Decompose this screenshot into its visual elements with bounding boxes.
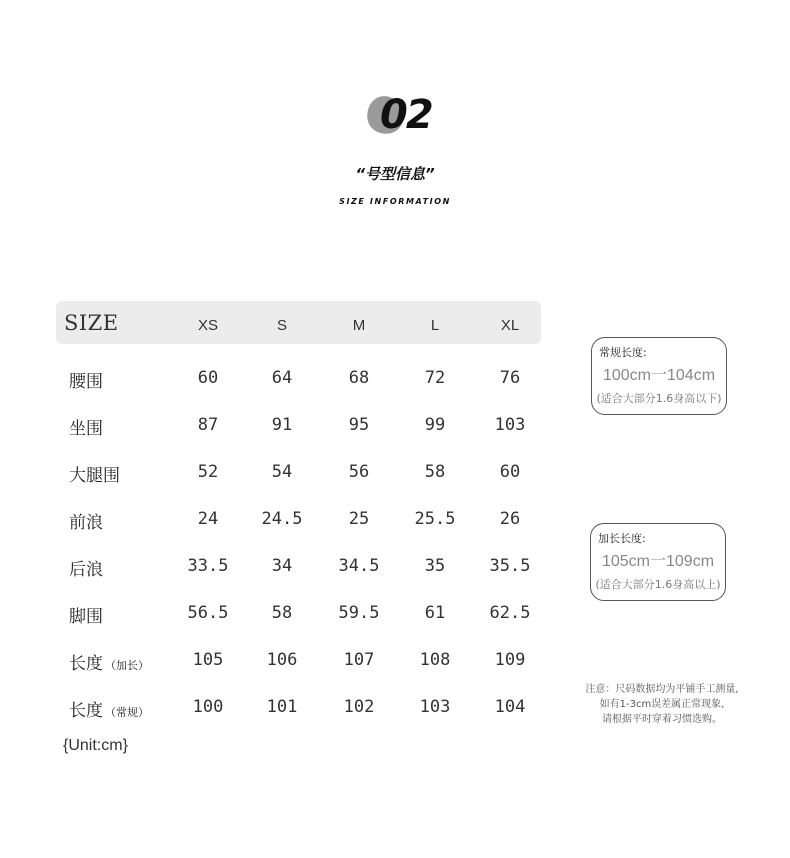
column-header-l: L	[430, 317, 440, 334]
column-header-xl: XL	[500, 317, 520, 334]
table-cell: 24	[197, 509, 219, 529]
table-cell: 33.5	[187, 556, 229, 576]
row-label-text: 长度	[69, 701, 103, 721]
table-cell: 34.5	[338, 556, 380, 576]
table-cell: 26	[499, 509, 521, 529]
regular-length-fit: (适合大部分1.6身高以下)	[596, 392, 722, 405]
row-label-text: 后浪	[69, 560, 103, 580]
table-cell: 56.5	[187, 603, 229, 623]
long-length-box	[590, 523, 726, 601]
table-cell: 24.5	[261, 509, 303, 529]
size-table-body	[56, 367, 541, 743]
row-label	[69, 367, 103, 392]
table-cell: 62.5	[489, 603, 531, 623]
table-cell: 58	[271, 603, 293, 623]
table-cell: 103	[419, 697, 451, 717]
row-label	[69, 696, 149, 721]
column-header-m: M	[352, 317, 366, 334]
row-label	[69, 414, 103, 439]
row-label	[69, 602, 103, 627]
row-label	[69, 649, 149, 674]
table-row	[56, 696, 541, 743]
table-cell: 35	[424, 556, 446, 576]
table-cell: 99	[424, 415, 446, 435]
notice-line-2: 如有1-3cm误差属正常现象,	[599, 699, 725, 710]
table-cell: 105	[192, 650, 224, 670]
table-cell: 100	[192, 697, 224, 717]
table-row	[56, 649, 541, 696]
table-cell: 54	[271, 462, 293, 482]
table-cell: 91	[271, 415, 293, 435]
table-cell: 34	[271, 556, 293, 576]
row-label-text: 大腿围	[69, 466, 120, 486]
regular-length-box	[591, 337, 727, 415]
size-table	[56, 301, 541, 721]
section-title-en: SIZE INFORMATION	[339, 197, 451, 206]
table-row	[56, 508, 541, 555]
notice-line-3: 请根据平时穿着习惯选购。	[602, 714, 722, 725]
table-row	[56, 555, 541, 602]
row-label-text: 前浪	[69, 513, 103, 533]
table-cell: 60	[499, 462, 521, 482]
row-label	[69, 461, 120, 486]
table-row	[56, 461, 541, 508]
regular-length-range: 100cm一104cm	[602, 367, 716, 384]
table-cell: 25	[348, 509, 370, 529]
section-title-cn: “号型信息”	[355, 165, 435, 183]
table-cell: 109	[494, 650, 526, 670]
table-cell: 101	[266, 697, 298, 717]
table-cell: 72	[424, 368, 446, 388]
table-cell: 58	[424, 462, 446, 482]
long-length-fit: (适合大部分1.6身高以上)	[595, 578, 721, 591]
table-cell: 35.5	[489, 556, 531, 576]
table-cell: 61	[424, 603, 446, 623]
row-label-text: 腰围	[69, 372, 103, 392]
column-header-xs: XS	[197, 317, 218, 334]
notice-line-1: 注意：尺码数据均为平铺手工测量,	[585, 684, 739, 695]
table-row	[56, 367, 541, 414]
row-label-text: 坐围	[69, 419, 103, 439]
row-label-suffix: （加长）	[105, 659, 149, 672]
size-table-header	[56, 301, 541, 344]
unit-note: {Unit:cm}	[63, 737, 128, 754]
regular-length-title: 常规长度:	[599, 346, 647, 359]
table-row	[56, 602, 541, 649]
table-cell: 59.5	[338, 603, 380, 623]
table-cell: 106	[266, 650, 298, 670]
table-cell: 104	[494, 697, 526, 717]
row-label	[69, 555, 103, 580]
section-number: 02	[380, 92, 432, 138]
size-header-label: SIZE	[64, 311, 119, 335]
section-badge	[362, 92, 452, 140]
table-cell: 52	[197, 462, 219, 482]
table-cell: 95	[348, 415, 370, 435]
row-label-suffix: （常规）	[105, 706, 149, 719]
table-cell: 25.5	[414, 509, 456, 529]
long-length-range: 105cm一109cm	[601, 553, 715, 570]
table-cell: 68	[348, 368, 370, 388]
table-cell: 64	[271, 368, 293, 388]
table-cell: 76	[499, 368, 521, 388]
long-length-title: 加长长度:	[598, 532, 646, 545]
table-cell: 103	[494, 415, 526, 435]
table-cell: 60	[197, 368, 219, 388]
row-label	[69, 508, 103, 533]
table-row	[56, 414, 541, 461]
table-cell: 87	[197, 415, 219, 435]
table-cell: 107	[343, 650, 375, 670]
row-label-text: 脚围	[69, 607, 103, 627]
table-cell: 102	[343, 697, 375, 717]
table-cell: 108	[419, 650, 451, 670]
row-label-text: 长度	[69, 654, 103, 674]
column-header-s: S	[276, 317, 287, 334]
measurement-notice	[572, 682, 752, 727]
table-cell: 56	[348, 462, 370, 482]
